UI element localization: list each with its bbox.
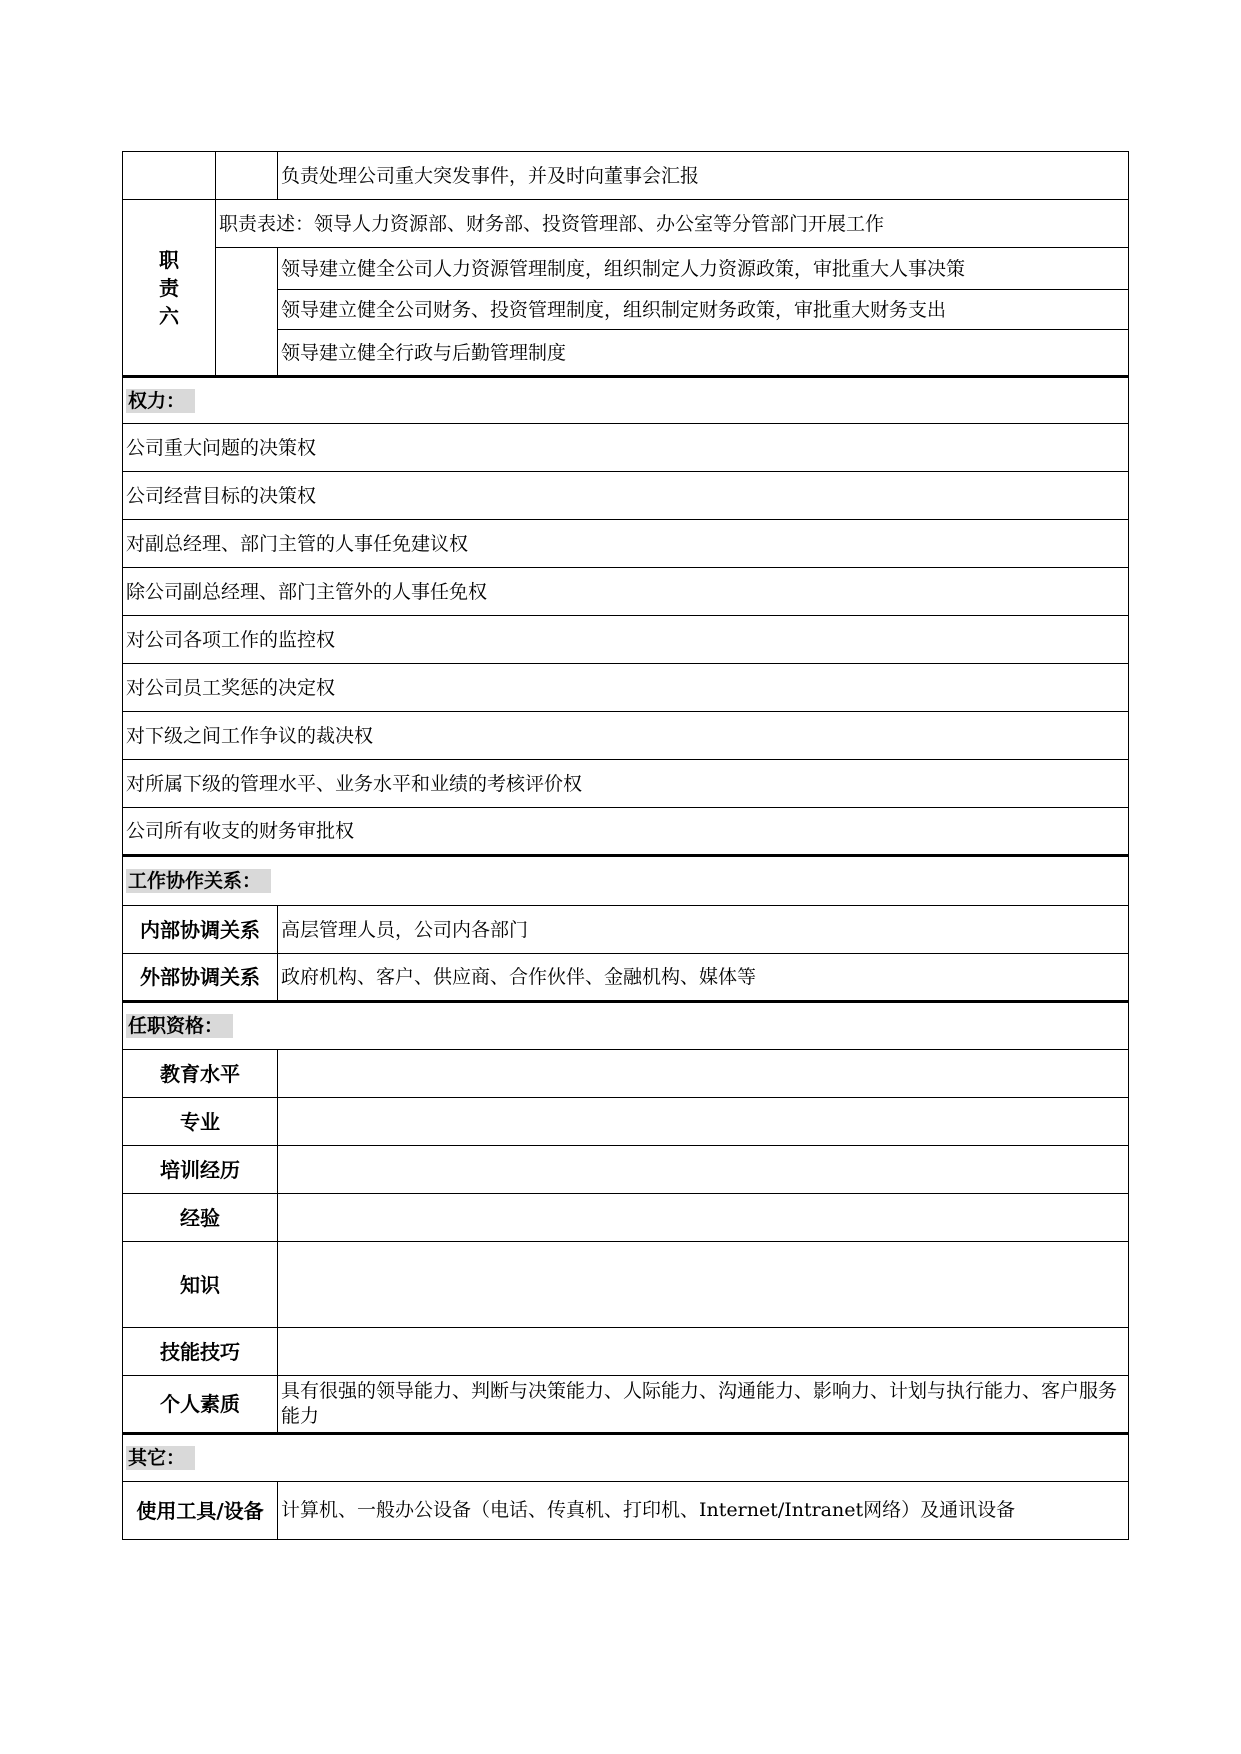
duty6-item-row [123,248,1129,290]
duty-prev-label-cell [123,152,216,200]
duty6-label [123,200,216,377]
qualification-label: 技能技巧 [123,1328,278,1376]
qualification-value [278,1146,1129,1194]
power-item: 除公司副总经理、部门主管外的人事任免权 [123,568,1129,616]
duty6-description-row [123,200,1129,248]
power-row [123,568,1129,616]
qualification-label: 专业 [123,1098,278,1146]
qualification-label: 经验 [123,1194,278,1242]
power-item: 对公司员工奖惩的决定权 [123,664,1129,712]
qualifications-header: 任职资格： [126,1014,233,1038]
qualifications-header-cell [123,1002,1129,1050]
relation-row [123,906,1129,954]
relation-label: 内部协调关系 [123,906,278,954]
other-label: 使用工具/设备 [123,1482,278,1540]
relations-header: 工作协作关系： [126,869,271,893]
duty6-spacer-cell [216,248,278,377]
job-description-document [122,151,1128,1540]
qualification-row [123,1050,1129,1098]
power-item: 对副总经理、部门主管的人事任免建议权 [123,520,1129,568]
duty-prev-spacer-cell [216,152,278,200]
power-row [123,424,1129,472]
power-row [123,808,1129,856]
power-row [123,616,1129,664]
qualification-row [123,1242,1129,1328]
qualification-value [278,1098,1129,1146]
qualification-label: 知识 [123,1242,278,1328]
qualification-value [278,1194,1129,1242]
power-item: 公司重大问题的决策权 [123,424,1129,472]
duty-prev-row [123,152,1129,200]
relation-value: 高层管理人员，公司内各部门 [278,906,1129,954]
relations-header-cell [123,856,1129,906]
power-item: 对所属下级的管理水平、业务水平和业绩的考核评价权 [123,760,1129,808]
power-item: 对公司各项工作的监控权 [123,616,1129,664]
power-item: 对下级之间工作争议的裁决权 [123,712,1129,760]
power-item: 公司经营目标的决策权 [123,472,1129,520]
powers-header-cell [123,377,1129,424]
job-description-table [122,151,1129,1540]
power-row [123,472,1129,520]
qualification-row [123,1146,1129,1194]
power-row [123,760,1129,808]
duty6-label-char: 职 [159,247,179,272]
relation-label: 外部协调关系 [123,954,278,1002]
duty6-item: 领导建立健全公司人力资源管理制度，组织制定人力资源政策，审批重大人事决策 [278,248,1129,290]
qualification-value [278,1328,1129,1376]
duty6-item: 领导建立健全公司财务、投资管理制度，组织制定财务政策，审批重大财务支出 [278,290,1129,330]
duty-prev-item: 负责处理公司重大突发事件，并及时向董事会汇报 [278,152,1129,200]
relation-value: 政府机构、客户、供应商、合作伙伴、金融机构、媒体等 [278,954,1129,1002]
qualification-value: 具有很强的领导能力、判断与决策能力、人际能力、沟通能力、影响力、计划与执行能力、客户服务能力 [278,1376,1129,1434]
duty6-label-char: 六 [159,303,179,328]
power-row [123,520,1129,568]
qualification-label: 教育水平 [123,1050,278,1098]
other-header: 其它： [126,1446,195,1470]
duty6-label-char: 责 [159,275,179,300]
duty6-description: 职责表述：领导人力资源部、财务部、投资管理部、办公室等分管部门开展工作 [216,200,1129,248]
power-row [123,664,1129,712]
power-item: 公司所有收支的财务审批权 [123,808,1129,856]
other-row [123,1482,1129,1540]
other-header-row [123,1434,1129,1482]
other-value: 计算机、一般办公设备（电话、传真机、打印机、Internet/Intranet网络）及通讯设备 [278,1482,1129,1540]
duty6-item: 领导建立健全行政与后勤管理制度 [278,330,1129,377]
other-header-cell [123,1434,1129,1482]
qualification-row [123,1098,1129,1146]
qualification-row [123,1376,1129,1434]
qualifications-header-row [123,1002,1129,1050]
powers-header-row [123,377,1129,424]
relation-row [123,954,1129,1002]
powers-header: 权力： [126,389,195,413]
qualification-label: 培训经历 [123,1146,278,1194]
relations-header-row [123,856,1129,906]
qualification-row [123,1328,1129,1376]
qualification-value [278,1242,1129,1328]
qualification-value [278,1050,1129,1098]
qualification-label: 个人素质 [123,1376,278,1434]
power-row [123,712,1129,760]
qualification-row [123,1194,1129,1242]
